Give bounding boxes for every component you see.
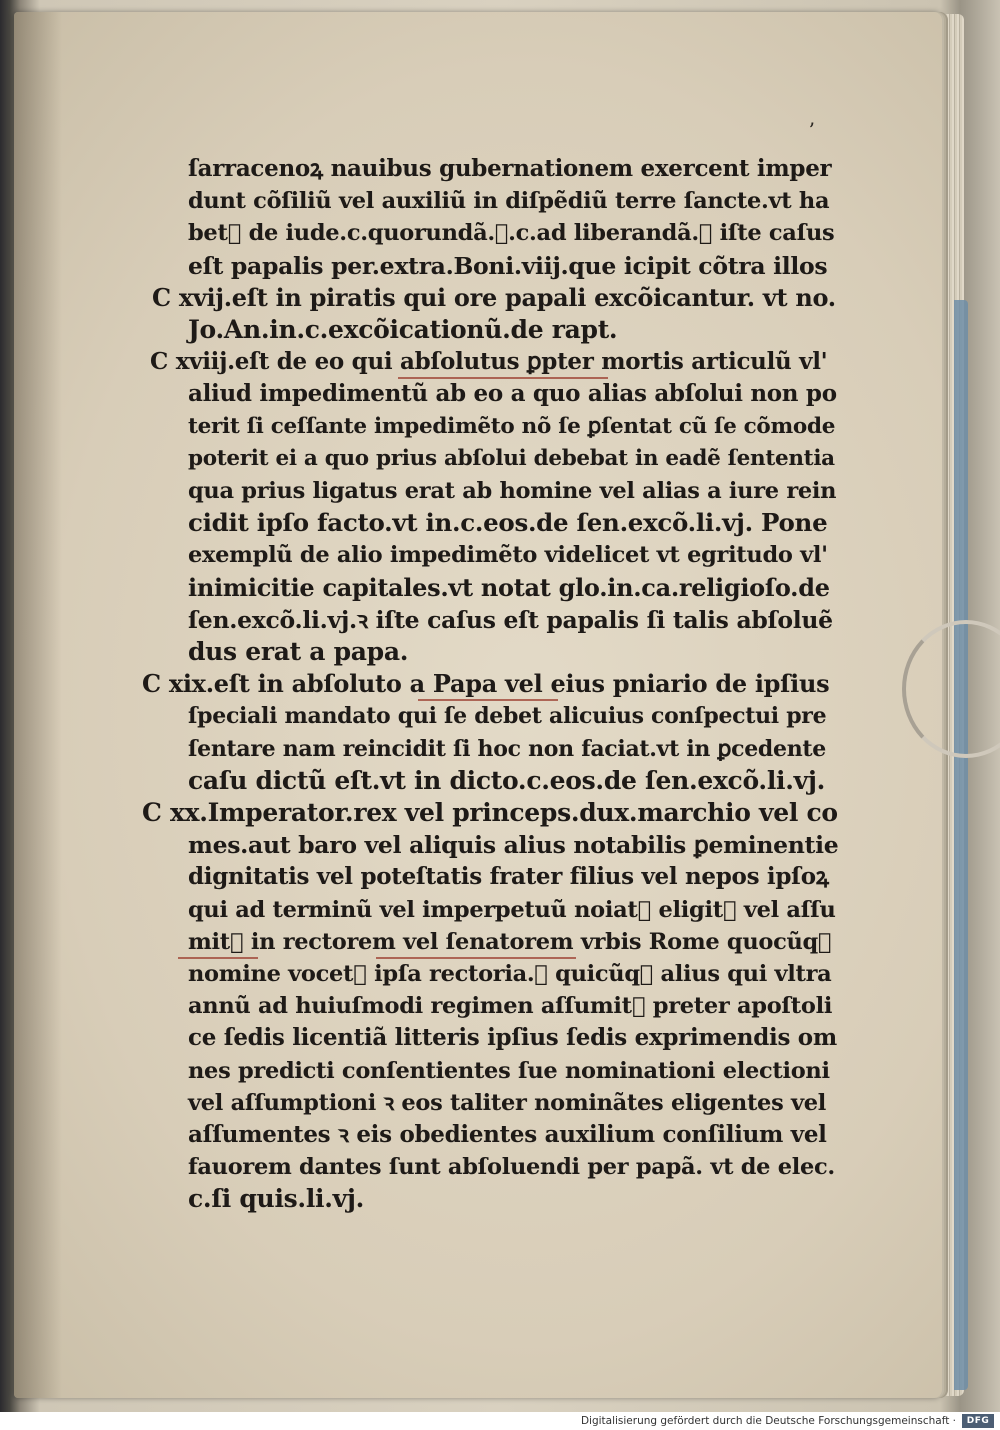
text-line: qui ad terminũ vel imperpetuũ noiat᷑ eligit᷑ vel aſſu <box>188 896 836 923</box>
text-line: caſu dictũ eſt.vt in dicto.c.eos.de ſen.excõ.li.vj. <box>188 765 825 795</box>
text-line: ſentare nam reincidit ſi hoc non faciat.vt in ꝑcedente <box>188 735 826 762</box>
text-line: terit ſi ceſſante impedimẽto nõ ſe ꝑſentat cũ ſe cõmode <box>188 413 836 439</box>
text-block <box>140 150 840 1230</box>
text-line: bet᷑ de iude.c.quorundã.ꝛ.c.ad liberandã.ꝛ iſte caſus <box>188 220 835 247</box>
text-line: aliud impedimentũ ab eo a quo alias abſolui non po <box>188 380 837 408</box>
hand-underline <box>178 957 258 959</box>
text-line: mit᷑ in rectorem vel ſenatorem vrbis Rome quocũqꝫ <box>188 928 832 955</box>
text-line: exemplũ de alio impedimẽto videlicet vt egritudo vl' <box>188 542 828 569</box>
text-line: dignitatis vel poteſtatis frater filius vel nepos ipſoꝝ <box>188 863 829 891</box>
footer-credit: Digitalisierung gefördert durch die Deutsche Forschungsgemeinschaft · <box>580 1415 956 1427</box>
text-line: cidit ipſo facto.vt in.c.eos.de ſen.excõ.li.vj. Pone <box>188 508 828 538</box>
text-line: ſarracenoꝝ nauibus gubernationem exercent imper <box>188 155 832 182</box>
hand-underline <box>398 377 608 379</box>
text-line: Jo.An.in.c.excõicationũ.de rapt. <box>188 315 618 344</box>
text-line: C xviij.eſt de eo qui abſolutus ꝑpter mortis articulũ vl' <box>150 348 828 376</box>
text-line: mes.aut baro vel aliquis alius notabilis ꝑeminentie <box>188 831 839 860</box>
dfg-logo: DFG <box>962 1414 994 1428</box>
text-line: ſpeciali mandato qui ſe debet alicuius conſpectui pre <box>188 703 827 730</box>
page-gutter-shadow <box>14 12 62 1398</box>
text-line: ce ſedis licentiã litteris ipſius ſedis exprimendis om <box>188 1024 837 1052</box>
text-line: c.ſi quis.li.vj. <box>188 1184 364 1214</box>
text-line: vel aſſumptioni ꝛ eos taliter nominãtes eligentes vel <box>188 1089 827 1116</box>
hand-underline <box>376 957 576 959</box>
text-line: aſſumentes ꝛ eis obedientes auxilium conſilium vel <box>188 1121 827 1148</box>
text-line: annũ ad huiuſmodi regimen aſſumit᷑ preter apoſtoli <box>188 993 833 1020</box>
text-line: nomine vocet᷑ ipſa rectoria.ꝛ quicũqꝫ alius qui vltra <box>188 961 832 987</box>
text-line: qua prius ligatus erat ab homine vel alias a iure rein <box>188 478 837 504</box>
blue-ribbon-marker <box>954 300 968 1390</box>
text-line: dus erat a papa. <box>188 637 409 666</box>
text-line: fauorem dantes ſunt abſoluendi per papã. vt de elec. <box>188 1154 835 1181</box>
text-line: dunt cõſiliũ vel auxiliũ in diſpẽdiũ terre ſancte.vt ha <box>188 188 830 215</box>
text-line: poterit ei a quo prius abſolui debebat in eadẽ ſententia <box>188 445 835 471</box>
text-line: inimicitie capitales.vt notat glo.in.ca.religioſo.de <box>188 572 830 602</box>
text-line: ſen.excõ.li.vj.ꝛ iſte caſus eſt papalis ſi talis abſoluẽ <box>188 605 833 634</box>
text-line: eſt papalis per.extra.Boni.viij.que icipit cõtra illos <box>188 251 828 280</box>
text-line: C xvij.eſt in piratis qui ore papali excõicantur. vt no. <box>152 282 836 312</box>
text-line: C xx.Imperator.rex vel princeps.dux.marchio vel co <box>142 798 838 827</box>
hand-underline <box>418 699 558 701</box>
corner-mark: ʼ <box>808 118 815 142</box>
text-line: C xix.eſt in abſoluto a Papa vel eius pniario de ipſius <box>142 669 830 699</box>
text-line: nes predicti conſentientes ſue nominationi electioni <box>188 1057 830 1084</box>
